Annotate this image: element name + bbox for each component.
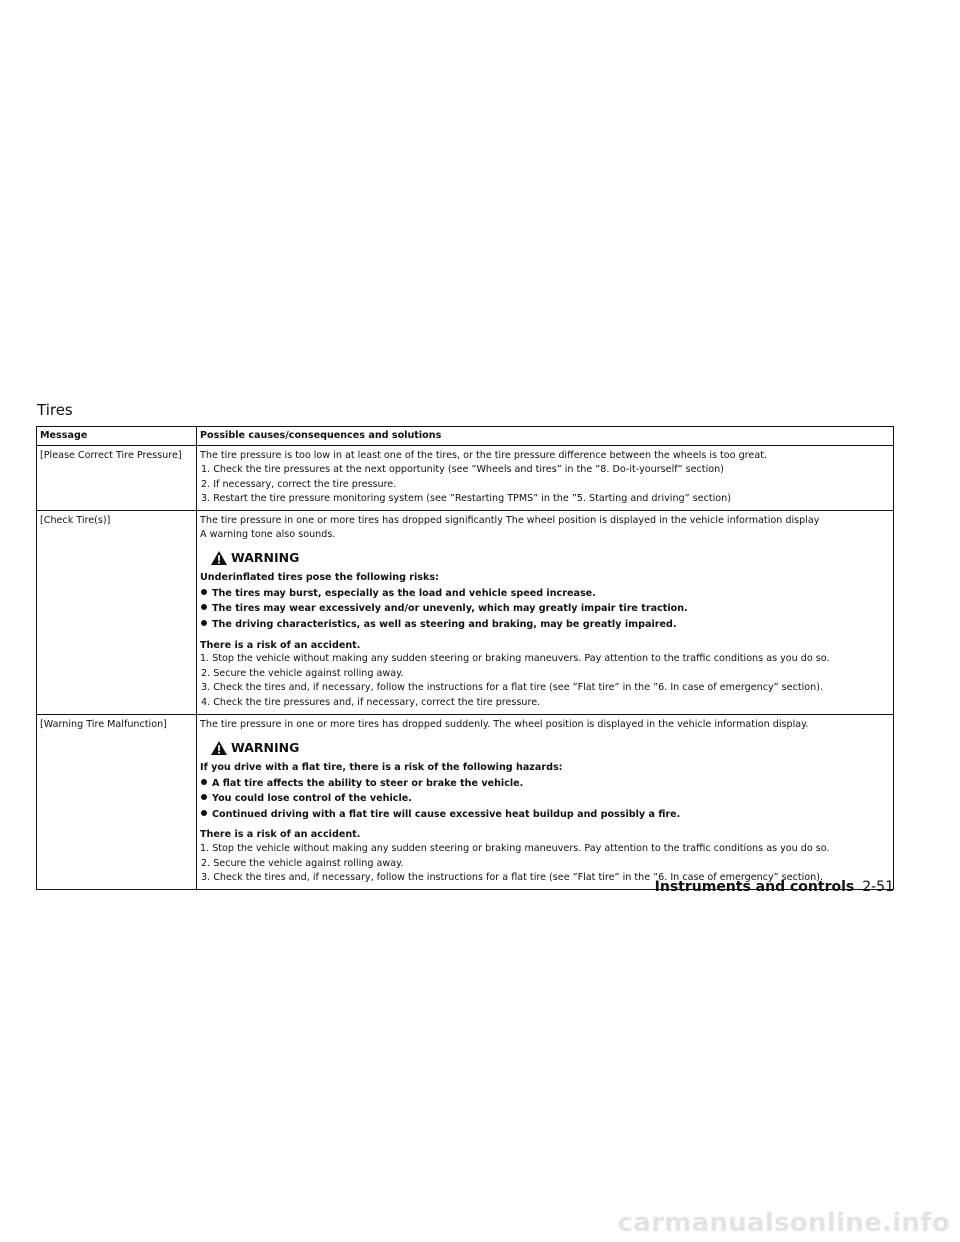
causes-cell [197,714,894,889]
step-item: 3. Restart the tire pressure monitoring system (see ”Restarting TPMS” in the ”5. Starting and driving” section) [201,493,731,505]
intro-text: The tire pressure in one or more tires has dropped significantly The wheel position is displayed in the vehicle information display [200,514,820,526]
step-item: 3. Check the tires and, if necessary, follow the instructions for a flat tire (see ”Flat tire” in the ”6. In case of emergency” section). [201,682,824,694]
tires-message-table [36,426,894,890]
step-item: 1. Check the tire pressures at the next opportunity (see ”Wheels and tires” in the ”8. Do-it-yourself” section) [201,464,724,476]
warning-item [200,777,889,791]
bullet-icon [201,794,207,800]
warning-item-text: The tires may wear excessively and/or unevenly, which may greatly impair tire traction. [212,603,688,615]
causes-cell [197,445,894,510]
warning-list [200,587,889,632]
page-footer [655,879,894,895]
intro-text: The tire pressure is too low in at least one of the tires, or the tire pressure difference between the wheels is too great. [200,449,768,461]
bullet-icon [201,810,207,816]
warning-item-text: The driving characteristics, as well as steering and braking, may be greatly impaired. [212,618,677,630]
table-row [37,714,894,889]
warning-item [200,792,889,806]
bullet-icon [201,779,207,785]
warning-heading [210,550,889,566]
step-item: 2. If necessary, correct the tire pressure. [201,478,397,490]
table-row [37,445,894,510]
warning-triangle-icon [210,740,228,756]
intro-text: The tire pressure in one or more tires has dropped suddenly. The wheel position is displayed in the vehicle information display. [200,718,809,730]
warning-item [200,808,889,822]
warning-heading [210,740,889,756]
step-item: 1. Stop the vehicle without making any sudden steering or braking maneuvers. Pay attention to the traffic conditions as you do so. [200,653,830,665]
risk-note: There is a risk of an accident. [200,639,361,651]
warning-list [200,777,889,822]
message-cell: [Please Correct Tire Pressure] [37,445,197,510]
risk-note: There is a risk of an accident. [200,829,361,841]
step-item: 2. Secure the vehicle against rolling away. [201,667,404,679]
warning-item-text: Continued driving with a flat tire will cause excessive heat buildup and possibly a fire. [212,808,681,820]
warning-item-text: You could lose control of the vehicle. [212,793,412,805]
bullet-icon [201,604,207,610]
causes-cell [197,510,894,714]
table-row [37,510,894,714]
watermark: carmanualsonline.info [617,1208,950,1238]
warning-item-text: A flat tire affects the ability to steer or brake the vehicle. [212,777,524,789]
warning-lead: Underinflated tires pose the following risks: [200,572,439,584]
warning-label: WARNING [231,550,300,566]
step-item: 1. Stop the vehicle without making any sudden steering or braking maneuvers. Pay attention to the traffic conditions as you do so. [200,843,830,855]
warning-lead: If you drive with a flat tire, there is a risk of the following hazards: [200,762,563,774]
step-item: 3. Check the tires and, if necessary, follow the instructions for a flat tire (see ”Flat tire” in the ”6. In case of emergency” section). [201,872,824,884]
warning-item [200,602,889,616]
page-number: 2-51 [862,879,894,895]
step-item: 2. Secure the vehicle against rolling away. [201,857,404,869]
step-item: 4. Check the tire pressures and, if necessary, correct the tire pressure. [201,696,541,708]
column-header-message: Message [37,427,197,446]
message-cell: [Warning Tire Malfunction] [37,714,197,889]
table-header-row [37,427,894,446]
bullet-icon [201,620,207,626]
warning-label: WARNING [231,740,300,756]
warning-item [200,587,889,601]
warning-item [200,618,889,632]
section-title: Tires [37,401,73,419]
warning-item-text: The tires may burst, especially as the load and vehicle speed increase. [212,587,596,599]
bullet-icon [201,589,207,595]
warning-triangle-icon [210,550,228,566]
intro-text: A warning tone also sounds. [200,528,336,540]
chapter-title: Instruments and controls [654,879,855,895]
column-header-causes: Possible causes/consequences and solutions [197,427,894,446]
message-cell: [Check Tire(s)] [37,510,197,714]
